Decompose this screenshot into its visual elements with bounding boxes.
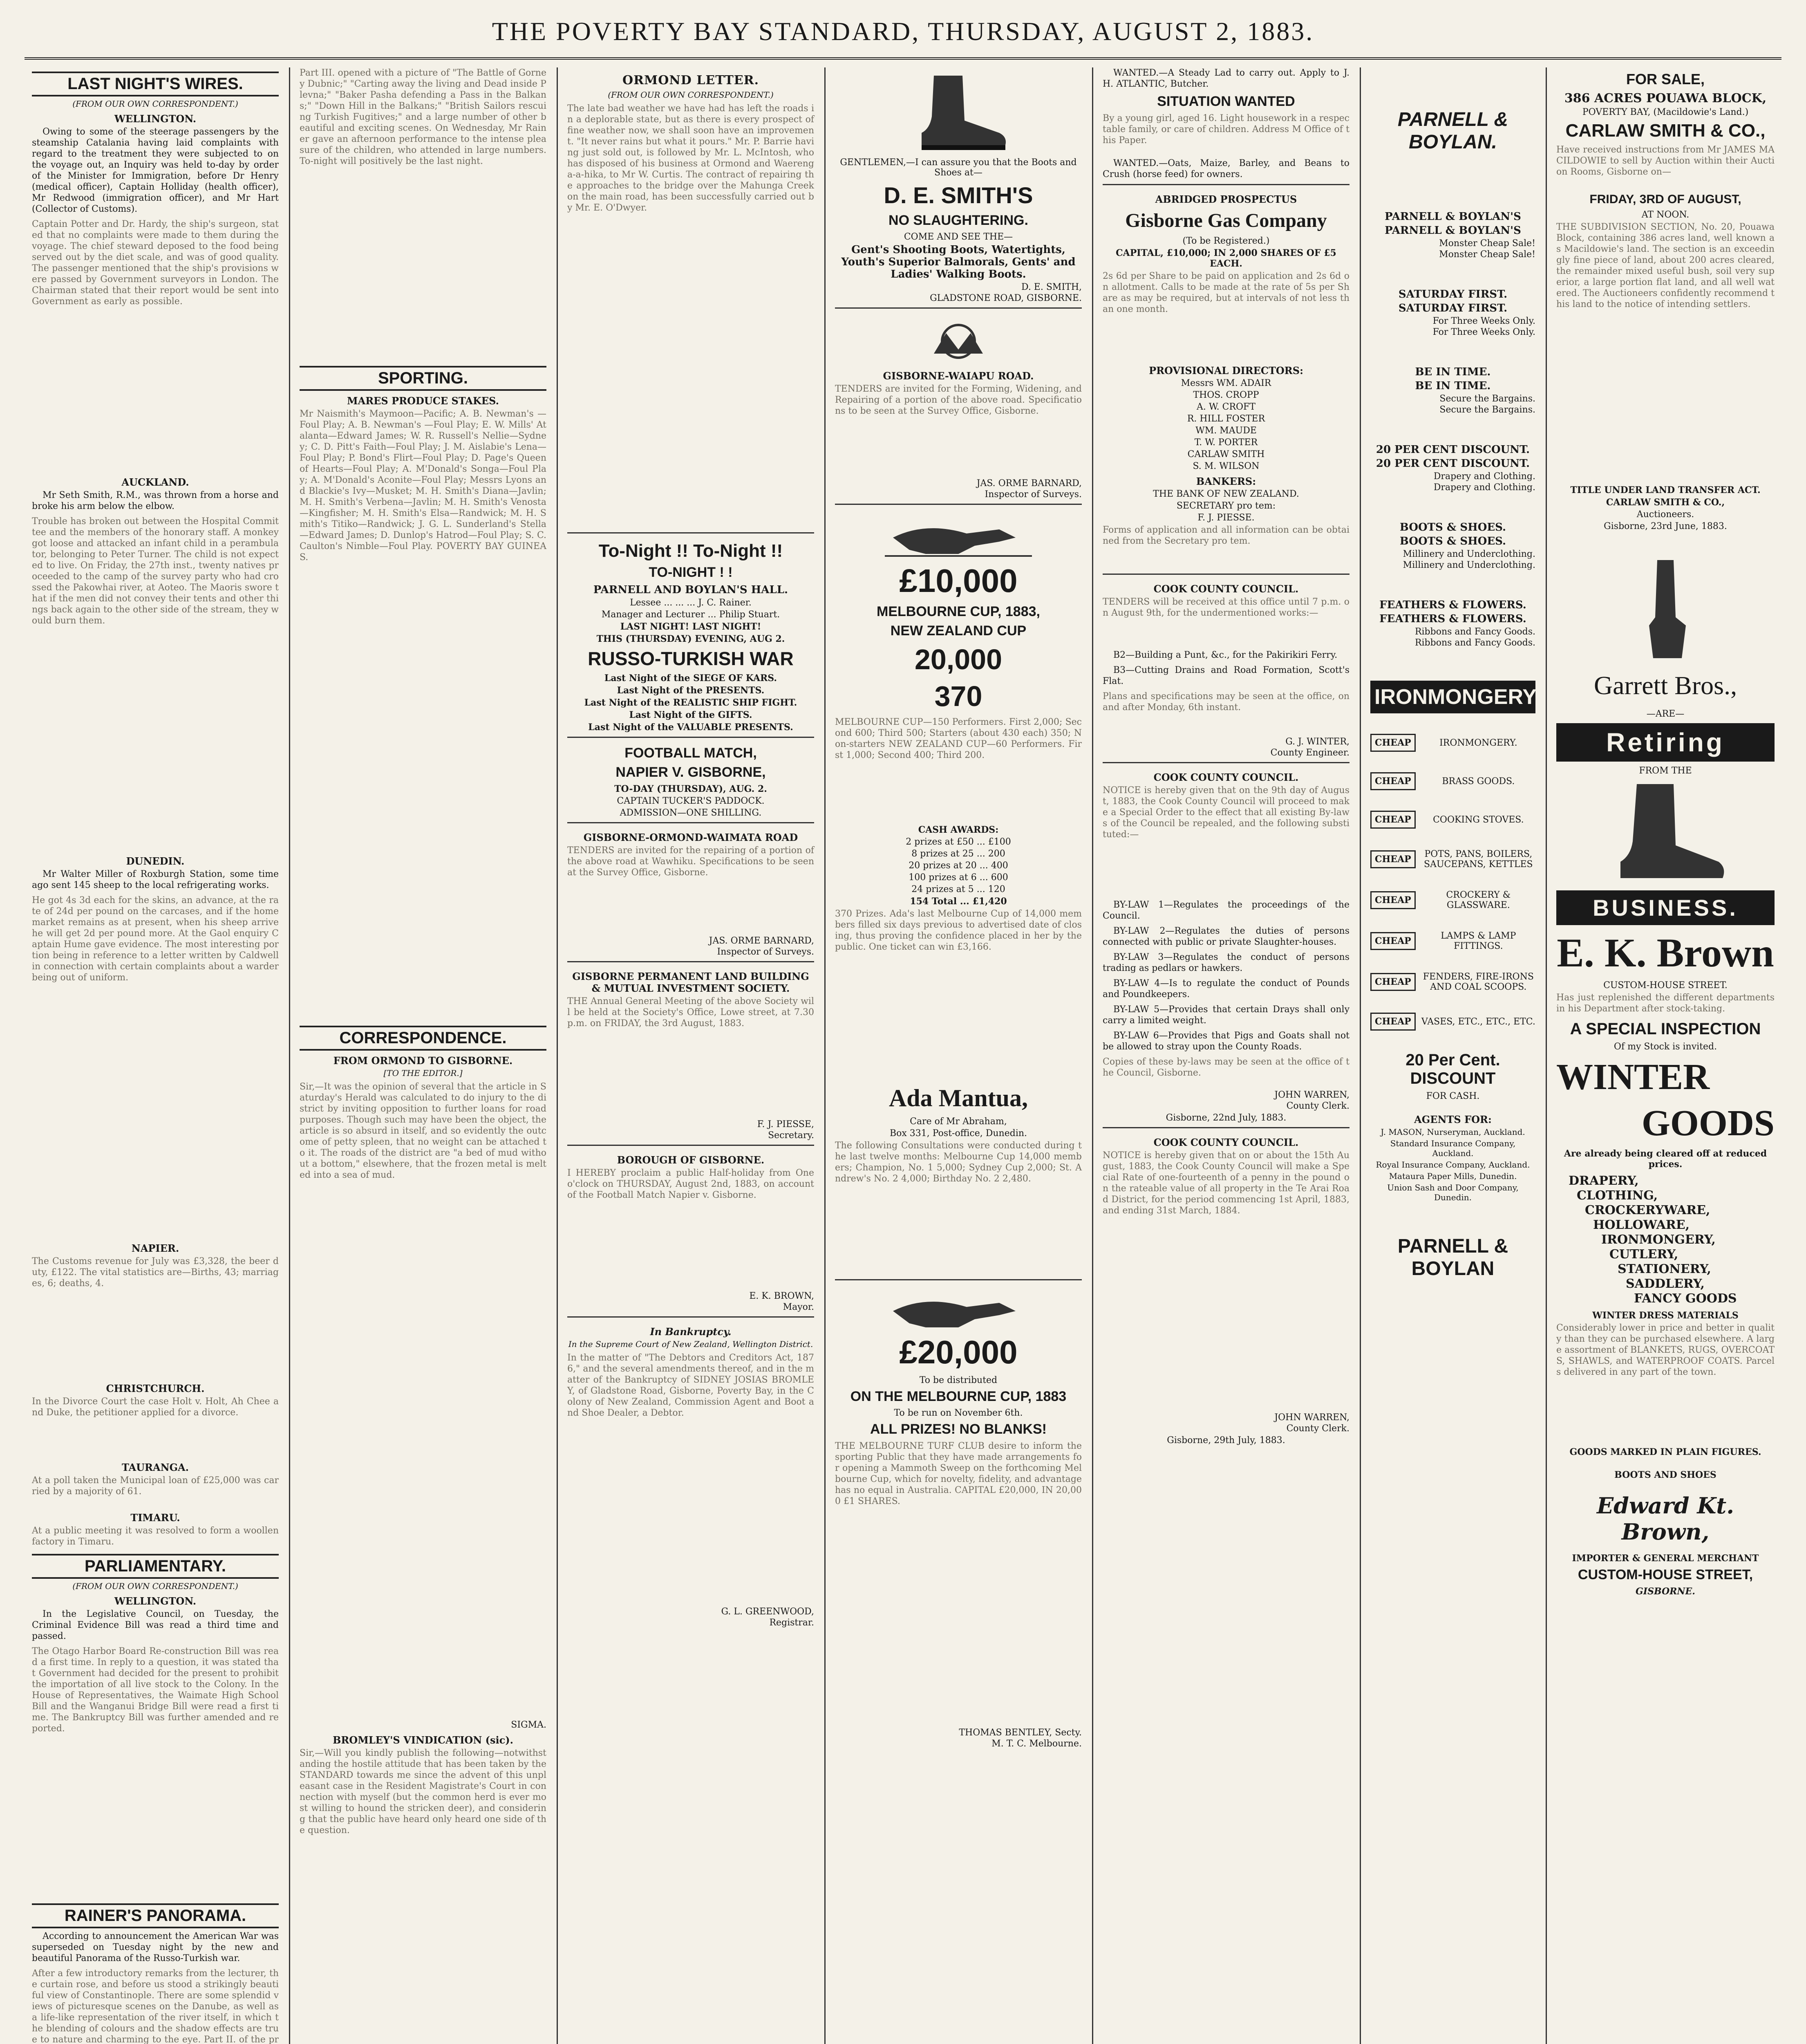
cash-award-row: 100 prizes at 6 ... 600 bbox=[909, 872, 1008, 883]
sale-time: AT NOON. bbox=[1641, 210, 1690, 220]
advertisement-waiapu-road bbox=[835, 307, 1082, 500]
cheap-item-label: POTS, PANS, BOILERS, SAUCEPANS, KETTLES bbox=[1424, 849, 1533, 870]
bank-name: THE BANK OF NEW ZEALAND. bbox=[1153, 489, 1299, 499]
secretary-name: F. J. PIESSE. bbox=[1197, 513, 1255, 523]
goods-item: STATIONERY, bbox=[1618, 1262, 1711, 1276]
cheap-item bbox=[1370, 972, 1535, 992]
date-line: Gisborne, 29th July, 1883. bbox=[1167, 1435, 1285, 1446]
column-5 bbox=[1095, 67, 1357, 2044]
goods-item: HOLLOWARE, bbox=[1593, 1218, 1690, 1232]
to-editor: [TO THE EDITOR.] bbox=[383, 1068, 463, 1078]
tender-item: B3—Cutting Drains and Road Formation, Scott's Flat. bbox=[1103, 665, 1349, 686]
business-banner: BUSINESS. bbox=[1556, 890, 1775, 925]
last-night-item: Last Night of the GIFTS. bbox=[629, 710, 752, 720]
notice-text: Copies of these by-laws may be seen at the office of the Council, Gisborne. bbox=[1103, 1057, 1349, 1078]
column-4 bbox=[828, 67, 1089, 2044]
advertisement-rate bbox=[1103, 1127, 1349, 1446]
smith-intro: GENTLEMEN,—I can assure you that the Boots and Shoes at— bbox=[840, 157, 1077, 178]
cheap-item-label: FENDERS, FIRE-IRONS AND COAL SCOOPS. bbox=[1423, 972, 1534, 992]
council-title: COOK COUNTY COUNCIL. bbox=[1153, 1136, 1299, 1148]
brown-signature: Edward Kt. Brown, bbox=[1596, 1493, 1734, 1545]
director: Messrs WM. ADAIR bbox=[1181, 378, 1271, 388]
dateline: AUCKLAND. bbox=[121, 476, 189, 488]
signature-title: Secretary. bbox=[768, 1130, 814, 1141]
cheap-item bbox=[1370, 1013, 1535, 1031]
prizes-count: 370 bbox=[934, 680, 982, 712]
tonight-banner: To-Night !! To-Night !! bbox=[598, 541, 783, 561]
auctioneers: Auctioneers. bbox=[1636, 509, 1694, 520]
article-body-text: In the Divorce Court the case Holt v. Holt, Ah Chee and Duke, the petitioner applied for a divorce. bbox=[32, 1396, 279, 1418]
boot-icon bbox=[1600, 780, 1731, 886]
classified-ad: WANTED.—A Steady Lad to carry out. Apply to J. H. ATLANTIC, Butcher. bbox=[1103, 68, 1349, 89]
column-divider bbox=[557, 67, 558, 2044]
for-sale: FOR SALE, bbox=[1626, 71, 1705, 87]
goods-item: IRONMONGERY, bbox=[1601, 1233, 1716, 1247]
signature: F. J. PIESSE, bbox=[757, 1119, 814, 1130]
football-admission: ADMISSION—ONE SHILLING. bbox=[620, 808, 762, 818]
road-title: GISBORNE-ORMOND-WAIMATA ROAD bbox=[583, 831, 798, 843]
agent: Mataura Paper Mills, Dunedin. bbox=[1389, 1171, 1517, 1181]
dateline: WELLINGTON. bbox=[114, 1595, 197, 1607]
crest-icon bbox=[922, 317, 995, 366]
notice-text: NOTICE is hereby given that on or about the 15th August, 1883, the Cook County Council will make a Special Rate of one-fourteenth of a penny in the pound on the rateable value of all property in the Te Arai Road District, for the period commencing 1st April, 1883, and ending 31st March, 1884. bbox=[1103, 1150, 1349, 1216]
ek-brown-name: E. K. Brown bbox=[1557, 930, 1774, 975]
sweep-text: 370 Prizes. Ada's last Melbourne Cup of 14,000 members filled six days previous to advertised date of closing, thus proving the confidence placed in her by the public. One ticket can win £3,166. bbox=[835, 909, 1082, 952]
ironmongery-banner: IRONMONGERY bbox=[1370, 681, 1535, 713]
bylaw: BY-LAW 5—Provides that certain Drays shall only carry a limited weight. bbox=[1103, 1004, 1349, 1026]
pointing-hand-icon bbox=[1637, 556, 1694, 662]
letter-body-text: Sir,—It was the opinion of several that the article in Saturday's Herald was calculated to do injury to the district by inviting opposition to further loans for road purposes. Though such may have been the object, the article is so absurd in itself, and so evidently the outcome of petty spleen, that no weight can be attached to it. The roads of the district are "a bed of mud without a bottom," elsewhere, that the frozen metal is melted into a sea of mud. bbox=[300, 1082, 546, 1180]
sale-duration: For Three Weeks Only. bbox=[1432, 316, 1535, 326]
members-count: 20,000 bbox=[914, 643, 1003, 675]
melbourne-cup: MELBOURNE CUP, 1883, bbox=[877, 604, 1040, 619]
advertisement-bylaws bbox=[1103, 762, 1349, 1123]
article-body-text: At a public meeting it was resolved to form a woollen factory in Timaru. bbox=[32, 1526, 279, 1547]
gas-company-name: Gisborne Gas Company bbox=[1125, 210, 1327, 231]
column-6 bbox=[1363, 67, 1543, 2044]
plain-figures: GOODS MARKED IN PLAIN FIGURES. bbox=[1569, 1447, 1761, 1457]
discount-line: 20 PER CENT DISCOUNT. bbox=[1376, 457, 1530, 470]
letter-title: BROMLEY'S VINDICATION (sic). bbox=[333, 1734, 513, 1746]
cleared-line: Are already being cleared off at reduced prices. bbox=[1564, 1148, 1767, 1170]
sale-day: SATURDAY FIRST. bbox=[1398, 302, 1508, 314]
headline-panorama: RAINER'S PANORAMA. bbox=[32, 1903, 279, 1928]
run-date: To be run on November 6th. bbox=[894, 1408, 1023, 1418]
director: T. W. PORTER bbox=[1194, 437, 1258, 448]
council-title: COOK COUNTY COUNCIL. bbox=[1153, 771, 1299, 783]
signature: G. J. WINTER, bbox=[1285, 737, 1349, 747]
race-title: MARES PRODUCE STAKES. bbox=[347, 395, 499, 407]
auctioneer-name-2: CARLAW SMITH & CO., bbox=[1606, 497, 1725, 508]
column-1 bbox=[25, 67, 286, 2044]
bylaw: BY-LAW 4—Is to regulate the conduct of Pounds and Poundkeepers. bbox=[1103, 978, 1349, 1000]
society-text: THE Annual General Meeting of the above Society will be held at the Society's Office, Lowe street, at 7.30 p.m. on FRIDAY, the 3rd August, 1883. bbox=[567, 996, 814, 1029]
signature-title: County Clerk. bbox=[1286, 1423, 1349, 1434]
secretary-title: SECRETARY pro tem: bbox=[1176, 501, 1276, 511]
boot-types: Gent's Shooting Boots, Watertights, Youth's Superior Balmorals, Gents' and Ladies' Walking Boots. bbox=[841, 244, 1076, 280]
street-line: CUSTOM-HOUSE STREET. bbox=[1603, 980, 1728, 991]
cash-award-row: 2 prizes at £50 ... £100 bbox=[906, 837, 1011, 847]
sweep-text: The following Consultations were conducted during the last twelve months: Melbourne Cup 14,000 members; Champion, No. 1 5,000; Sydney Cup 2,000; St. Andrew's No. 2 4,000; Birthday No. 2 2,480. bbox=[835, 1141, 1082, 1184]
director: CARLAW SMITH bbox=[1187, 449, 1265, 459]
director: S. M. WILSON bbox=[1193, 461, 1260, 471]
department: Drapery and Clothing. bbox=[1433, 482, 1535, 493]
prospectus-text: Forms of application and all information can be obtained from the Secretary pro tem. bbox=[1103, 525, 1349, 546]
tender-text: TENDERS are invited for the Forming, Widening, and Repairing of a portion of the above road. Specifications to be seen at the Survey Office, Gisborne. bbox=[835, 384, 1082, 416]
goods-item: CUTLERY, bbox=[1609, 1247, 1678, 1262]
feathers-line: FEATHERS & FLOWERS. bbox=[1379, 613, 1526, 625]
advertisement-rainer bbox=[567, 532, 814, 733]
letter-body-text: Sir,—Will you kindly publish the following—notwithstanding the hostile attitude that has been taken by the STANDARD towards me since the advent of this unpleasant case in the Resident Magistrate's Court in connection with myself (but the common herd is ever most willing to hound the stricken deer), and considering that the public have heard only heard one side of the question. bbox=[300, 1748, 546, 1836]
department: Ribbons and Fancy Goods. bbox=[1414, 627, 1535, 637]
bylaw: BY-LAW 6—Provides that Pigs and Goats shall not be allowed to stray upon the County Roads. bbox=[1103, 1031, 1349, 1052]
article-body-text: Trouble has broken out between the Hospital Committee and the members of the honorary staff. A monkey got loose and attacked an infant child in a perambulator, belonging to Peter Turner. The child is not expected to live. On Friday, the 27th inst., twenty natives proceeded to the camp of the survey party who had crossed the Pakowhai river, at Aoteo. The Maoris swore that if the men did not convey their tents and other things back again to the other side of the stream, they would burn them. bbox=[32, 516, 279, 626]
date-line: Gisborne, 23rd June, 1883. bbox=[1604, 521, 1727, 531]
tender-item: B2—Building a Punt, &c., for the Pakirikiri Ferry. bbox=[1113, 650, 1338, 660]
dateline: TIMARU. bbox=[130, 1512, 180, 1524]
article-paragraph: Mr Walter Miller of Roxburgh Station, some time ago sent 145 sheep to the local refrigerating works. bbox=[32, 869, 279, 890]
dress-materials: WINTER DRESS MATERIALS bbox=[1592, 1310, 1739, 1321]
signature: G. L. GREENWOOD, bbox=[721, 1607, 814, 1617]
bylaw: BY-LAW 3—Regulates the conduct of persons trading as pedlars or hawkers. bbox=[1103, 952, 1349, 973]
situation-wanted: SITUATION WANTED bbox=[1157, 94, 1295, 109]
cash-award-total: 154 Total ... £1,420 bbox=[910, 896, 1007, 907]
borough-text: I HEREBY proclaim a public Half-holiday from One o'clock on THURSDAY, August 2nd, 1883, on account of the Football Match Napier v. Gisborne. bbox=[567, 1168, 814, 1200]
sale-line: Monster Cheap Sale! bbox=[1439, 249, 1535, 260]
football-title: FOOTBALL MATCH, bbox=[624, 745, 757, 761]
agent-box: Box 331, Post-office, Dunedin. bbox=[889, 1128, 1027, 1139]
cheap-tag: CHEAP bbox=[1370, 891, 1416, 909]
cheap-item-label: LAMPS & LAMP FITTINGS. bbox=[1441, 931, 1516, 951]
dateline: TAURANGA. bbox=[121, 1461, 189, 1473]
article-paragraph: Mr Seth Smith, R.M., was thrown from a horse and broke his arm below the elbow. bbox=[32, 490, 279, 511]
cash-awards-title: CASH AWARDS: bbox=[918, 825, 999, 835]
football-teams: NAPIER V. GISBORNE, bbox=[615, 764, 766, 780]
goods-item: FANCY GOODS bbox=[1634, 1291, 1737, 1306]
headline-parliamentary: PARLIAMENTARY. bbox=[32, 1554, 279, 1579]
article-paragraph: Owing to some of the steerage passengers by the steamship Catalania having laid complaints with regard to the treatment they were subjected to on the voyage out, an Inquiry was held to-day by order of the Minister for Immigration, before Dr Henry (medical officer), Captain Holliday (health officer), Mr Redwood (immigration officer), and Mr Hart (Collector of Customs). bbox=[32, 127, 279, 214]
department: Millinery and Underclothing. bbox=[1403, 549, 1535, 559]
society-title: GISBORNE PERMANENT LAND BUILDING & MUTUAL INVESTMENT SOCIETY. bbox=[572, 970, 809, 994]
stock-invited: Of my Stock is invited. bbox=[1614, 1042, 1717, 1052]
dateline: CHRISTCHURCH. bbox=[106, 1383, 205, 1394]
feathers-line: FEATHERS & FLOWERS. bbox=[1379, 599, 1526, 611]
smith-name: D. E. SMITH'S bbox=[884, 182, 1033, 208]
signature: D. E. SMITH, bbox=[1021, 282, 1082, 292]
director: A. W. CROFT bbox=[1197, 402, 1255, 412]
road-title: GISBORNE-WAIAPU ROAD. bbox=[883, 370, 1034, 382]
all-prizes: ALL PRIZES! NO BLANKS! bbox=[870, 1421, 1047, 1437]
advertisement-sweep bbox=[835, 504, 1082, 1275]
store-brand: PARNELL & BOYLAN. bbox=[1397, 109, 1508, 153]
advertisement-borough bbox=[567, 1145, 814, 1312]
last-night-item: Last Night of the VALUABLE PRESENTS. bbox=[588, 722, 793, 733]
racehorse-icon bbox=[877, 1289, 1040, 1329]
classified-text: By a young girl, aged 16. Light housework in a respectable family, or care of children. Address M Office of this Paper. bbox=[1103, 113, 1349, 146]
sale-line: Monster Cheap Sale! bbox=[1439, 238, 1535, 249]
byline: (FROM OUR OWN CORRESPONDENT.) bbox=[608, 90, 774, 100]
advertisement-gas-company bbox=[1103, 184, 1349, 569]
last-night-line: LAST NIGHT! LAST NIGHT! bbox=[620, 621, 761, 632]
lessee-line: Lessee ... ... ... J. C. Rainer. bbox=[630, 598, 752, 608]
signature-title: Registrar. bbox=[769, 1618, 814, 1628]
tender-text: TENDERS are invited for the repairing of a portion of the above road at Wawhiku. Specifications to be seen at the Survey Office, Gisborne. bbox=[567, 845, 814, 878]
prospectus-text: 2s 6d per Share to be paid on application and 2s 6d on allotment. Calls to be made at the rate of 5s per Share as may be required, but at intervals of not less than one month. bbox=[1103, 271, 1349, 314]
prospectus-title: ABRIDGED PROSPECTUS bbox=[1155, 193, 1297, 205]
signature: SIGMA. bbox=[511, 1720, 546, 1730]
store-footer: PARNELL & BOYLAN bbox=[1397, 1235, 1508, 1280]
goods-item: SADDLERY, bbox=[1626, 1277, 1705, 1291]
column-divider bbox=[1360, 67, 1361, 2044]
gisborne-line: GISBORNE. bbox=[1636, 1586, 1695, 1597]
boot-icon bbox=[905, 72, 1012, 153]
masthead-rule bbox=[25, 57, 1781, 60]
department: Ribbons and Fancy Goods. bbox=[1414, 638, 1535, 648]
cheap-item bbox=[1370, 849, 1535, 870]
custom-house-street: CUSTOM-HOUSE STREET, bbox=[1578, 1567, 1753, 1582]
cheap-tag: CHEAP bbox=[1370, 811, 1416, 829]
dateline: WELLINGTON. bbox=[114, 113, 197, 125]
article-body-text: The Otago Harbor Board Re-construction Bill was read a first time. In reply to a question, it was stated that Government had decided for the present to prohibit the importation of all live stock to the Colony. In the House of Representatives, the Waimate High School Bill and the Wanganui Bridge Bill were read a first time. The Bankruptcy Bill was further amended and reported. bbox=[32, 1646, 279, 1734]
agent: J. MASON, Nurseryman, Auckland. bbox=[1381, 1127, 1525, 1137]
auctioneer-name: CARLAW SMITH & CO., bbox=[1565, 121, 1766, 141]
cheap-tag: CHEAP bbox=[1370, 973, 1416, 991]
distributed: To be distributed bbox=[919, 1375, 998, 1385]
agent: Royal Insurance Company, Auckland. bbox=[1376, 1160, 1530, 1170]
agent-name: Ada Mantua, bbox=[888, 1085, 1028, 1112]
be-in-time: BE IN TIME. bbox=[1415, 366, 1491, 378]
prize-amount: £10,000 bbox=[899, 563, 1018, 599]
evening-line: THIS (THURSDAY) EVENING, AUG 2. bbox=[596, 634, 785, 644]
borough-title: BOROUGH OF GISBORNE. bbox=[617, 1154, 765, 1166]
signature-title: Mayor. bbox=[783, 1302, 814, 1312]
cheap-item-label: COOKING STOVES. bbox=[1433, 814, 1524, 825]
signature: E. K. BROWN, bbox=[749, 1291, 814, 1301]
be-in-time: BE IN TIME. bbox=[1415, 380, 1491, 392]
byline: (FROM OUR OWN CORRESPONDENT.) bbox=[72, 99, 238, 109]
from-the: FROM THE bbox=[1639, 766, 1692, 776]
bankruptcy-title: In Bankruptcy. bbox=[650, 1326, 732, 1338]
advertisement-building-society bbox=[567, 961, 814, 1141]
article-body-text: He got 4s 3d each for the skins, an advance, at the rate of 24d per pound on the carcases, and if the home market remains as at present, when his sheep arrive he will get 2d per pound more. At the Gaol enquiry Captain Hume gave evidence. The most interesting portion being in reference to a letter written by Caldwell in connection with certain complaints about a warder being out of uniform. bbox=[32, 895, 279, 983]
article-body-text: After a few introductory remarks from the lecturer, the curtain rose, and before us stood a strikingly beautiful view of Constantinople. There are some splendid views of picturesque scenes on the Danube, as well as a life-like representation of the river itself, in which the blending of colours and the shadow effects are true to nature and charming to the eye. Part II. of the pr bbox=[32, 1968, 279, 2044]
department: Drapery and Clothing. bbox=[1433, 471, 1535, 482]
cheap-item-label: VASES, ETC., ETC., ETC. bbox=[1421, 1016, 1535, 1027]
boots-line: BOOTS & SHOES. bbox=[1399, 535, 1506, 547]
agents-title: AGENTS FOR: bbox=[1414, 1114, 1492, 1125]
russo-turkish-war: RUSSO-TURKISH WAR bbox=[588, 648, 794, 669]
headline-ormond: ORMOND LETTER. bbox=[622, 73, 759, 87]
advertisement-football bbox=[567, 737, 814, 818]
signature: JAS. ORME BARNARD, bbox=[976, 478, 1082, 489]
tender-text: TENDERS will be received at this office until 7 p.m. on August 9th, for the undermentioned works:— bbox=[1103, 597, 1349, 618]
agent-care: Care of Mr Abraham, bbox=[910, 1116, 1007, 1127]
column-divider bbox=[1546, 67, 1547, 2044]
racehorse-icon bbox=[877, 513, 1040, 558]
cheap-item bbox=[1370, 931, 1535, 951]
for-cash: FOR CASH. bbox=[1426, 1091, 1480, 1101]
cheap-item bbox=[1370, 772, 1535, 790]
last-night-item: Last Night of the SIEGE OF KARS. bbox=[604, 673, 777, 684]
advertisement-county-tenders bbox=[1103, 574, 1349, 758]
last-night-item: Last Night of the REALISTIC SHIP FIGHT. bbox=[584, 697, 797, 708]
byline: (FROM OUR OWN CORRESPONDENT.) bbox=[72, 1581, 238, 1591]
cheap-item bbox=[1370, 890, 1535, 910]
advertisement-road-tenders bbox=[567, 822, 814, 957]
signature-title: County Clerk. bbox=[1286, 1101, 1349, 1111]
bankers-title: BANKERS: bbox=[1196, 475, 1256, 487]
article-paragraph: According to announcement the American War was superseded on Tuesday night by the new and beautiful Panorama of the Russo-Turkish war. bbox=[32, 1931, 279, 1963]
letter-title: FROM ORMOND TO GISBORNE. bbox=[333, 1055, 513, 1067]
goods-item: CROCKERYWARE, bbox=[1585, 1203, 1710, 1217]
cheap-item-label: CROCKERY & GLASSWARE. bbox=[1446, 890, 1511, 910]
signature: JOHN WARREN, bbox=[1274, 1412, 1349, 1423]
column-divider bbox=[1092, 67, 1093, 2044]
come-see: COME AND SEE THE— bbox=[904, 232, 1013, 242]
melbourne-cup: ON THE MELBOURNE CUP, 1883 bbox=[850, 1389, 1067, 1404]
signature-title: County Engineer. bbox=[1270, 748, 1349, 758]
signature-title: M. T. C. Melbourne. bbox=[991, 1739, 1082, 1749]
signature-title: Inspector of Surveys. bbox=[717, 947, 814, 957]
winter-word: WINTER bbox=[1556, 1057, 1710, 1097]
column-7 bbox=[1549, 67, 1782, 2044]
article-body-text: At a poll taken the Municipal loan of £25,000 was carried by a majority of 61. bbox=[32, 1475, 279, 1497]
notice-text: Has just replenished the different departments in his Department after stock-taking. bbox=[1556, 993, 1775, 1014]
store-line: PARNELL & BOYLAN'S bbox=[1385, 211, 1521, 223]
goods-item: DRAPERY, bbox=[1569, 1174, 1639, 1188]
goods-item: CLOTHING, bbox=[1577, 1188, 1658, 1203]
bylaw: BY-LAW 2—Regulates the duties of persons connected with public or private Slaughter-houses. bbox=[1103, 926, 1349, 947]
bankruptcy-text: In the matter of "The Debtors and Creditors Act, 1876," and the several amendments thereof, and in the matter of the Bankruptcy of SIDNEY JOSIAS BROMLEY, of Gladstone Road, Gisborne, Poverty Bay, in the Colony of New Zealand, Commission Agent and Boot and Shoe Dealer, a Debtor. bbox=[567, 1353, 814, 1418]
dateline: NAPIER. bbox=[131, 1242, 179, 1254]
capital: CAPITAL, £10,000; IN 2,000 SHARES OF £5 EACH. bbox=[1116, 248, 1336, 269]
prize-amount: £20,000 bbox=[899, 1334, 1018, 1370]
registered: (To be Registered.) bbox=[1182, 236, 1270, 246]
goods-word: GOODS bbox=[1641, 1103, 1775, 1143]
retiring-banner: Retiring bbox=[1556, 723, 1775, 762]
boots-shoes: BOOTS AND SHOES bbox=[1614, 1470, 1716, 1480]
special-inspection: A SPECIAL INSPECTION bbox=[1570, 1020, 1761, 1038]
newspaper-title: THE POVERTY BAY STANDARD, THURSDAY, AUGUST 2, 1883. bbox=[492, 17, 1314, 46]
football-date: TO-DAY (THURSDAY), AUG. 2. bbox=[614, 784, 767, 794]
director: R. HILL FOSTER bbox=[1187, 414, 1265, 424]
advertisement-bankruptcy bbox=[567, 1316, 814, 1628]
cash-award-row: 24 prizes at 5 ... 120 bbox=[911, 884, 1005, 894]
sale-duration: For Three Weeks Only. bbox=[1432, 327, 1535, 337]
notice-text: Considerably lower in price and better in quality than they can be purchased elsewhere. A large assortment of BLANKETS, RUGS, OVERCOATS, SHAWLS, and WATERPROOF COATS. Parcels delivered in any part of the town. bbox=[1556, 1323, 1775, 1377]
hall-name: PARNELL AND BOYLAN'S HALL. bbox=[593, 584, 788, 596]
signature: JOHN WARREN, bbox=[1274, 1090, 1349, 1100]
store-line: PARNELL & BOYLAN'S bbox=[1385, 224, 1521, 237]
notice-text: NOTICE is hereby given that on the 9th day of August, 1883, the Cook County Council will proceed to make a Special Order to the effect that all existing By-laws of the Council be repealed, and the following substituted:— bbox=[1103, 785, 1349, 840]
sale-text: Have received instructions from Mr JAMES MACILDOWIE to sell by Auction within their Auction Rooms, Gisborne on— bbox=[1556, 145, 1775, 177]
cheap-tag: CHEAP bbox=[1370, 772, 1416, 790]
column-divider bbox=[824, 67, 826, 2044]
sweep-text: THE MELBOURNE TURF CLUB desire to inform the sporting Public that they have made arrangements for opening a Mammoth Sweep on the forthcoming Melbourne Cup, which for novelty, fidelity, and advantage has no equal in Australia. CAPITAL £20,000, IN 20,000 £1 SHARES. bbox=[835, 1441, 1082, 1506]
address: GLADSTONE ROAD, GISBORNE. bbox=[930, 293, 1082, 303]
agent: Union Sash and Door Company, Dunedin. bbox=[1387, 1183, 1519, 1202]
sale-day: SATURDAY FIRST. bbox=[1398, 288, 1508, 300]
tonight-sub: TO-NIGHT ! ! bbox=[649, 565, 733, 580]
masthead bbox=[0, 0, 1806, 61]
signature-title: Inspector of Surveys. bbox=[985, 489, 1082, 500]
agent: Standard Insurance Company, Auckland. bbox=[1390, 1139, 1516, 1158]
signature: JAS. ORME BARNARD, bbox=[709, 936, 814, 946]
column-2 bbox=[292, 67, 554, 2044]
headline-sporting: SPORTING. bbox=[300, 366, 546, 391]
cheap-tag: CHEAP bbox=[1370, 1013, 1416, 1031]
goods-list bbox=[1569, 1174, 1775, 1306]
classified-ad: WANTED.—Oats, Maize, Barley, and Beans to Crush (horse feed) for owners. bbox=[1103, 158, 1349, 179]
cheap-item bbox=[1370, 811, 1535, 829]
no-slaughtering: NO SLAUGHTERING. bbox=[888, 213, 1028, 228]
discount-line: 20 PER CENT DISCOUNT. bbox=[1376, 444, 1530, 456]
date-line: Gisborne, 22nd July, 1883. bbox=[1166, 1113, 1287, 1123]
column-3 bbox=[560, 67, 821, 2044]
director: THOS. CROPP bbox=[1193, 390, 1259, 400]
sweep-table: MELBOURNE CUP—150 Performers. First 2,000; Second 600; Third 500; Starters (about 430 each) 350; Non-starters NEW ZEALAND CUP—60 Performers. First 1,000; Second 400; Third 200. bbox=[835, 717, 1082, 760]
title-act: TITLE UNDER LAND TRANSFER ACT. bbox=[1570, 485, 1761, 495]
location-line: POVERTY BAY, (Macildowie's Land.) bbox=[1582, 107, 1749, 117]
cash-award-row: 20 prizes at 20 ... 400 bbox=[909, 861, 1008, 871]
cheap-item-label: BRASS GOODS. bbox=[1442, 776, 1515, 787]
article-body-text: Captain Potter and Dr. Hardy, the ship's surgeon, stated that no complaints were made to them during the voyage. The chief steward deposed to the food being served out by the diet scale, and was of good quality. The passenger mentioned that the ship's provisions were passed by Government surveyors in London. The Chairman stated that their report would be sent into Government as early as possible. bbox=[32, 219, 279, 307]
football-venue: CAPTAIN TUCKER'S PADDOCK. bbox=[617, 796, 765, 806]
advertisement-sweep-2 bbox=[835, 1279, 1082, 1749]
boots-line: BOOTS & SHOES. bbox=[1399, 521, 1506, 533]
article-paragraph: In the Legislative Council, on Tuesday, the Criminal Evidence Bill was read a third time and passed. bbox=[32, 1609, 279, 1641]
cheap-tag: CHEAP bbox=[1370, 932, 1416, 950]
headline-wires: LAST NIGHT'S WIRES. bbox=[32, 72, 279, 96]
council-title: COOK COUNTY COUNCIL. bbox=[1153, 583, 1299, 595]
dateline: DUNEDIN. bbox=[126, 855, 185, 867]
signature: THOMAS BENTLEY, Secty. bbox=[959, 1728, 1082, 1738]
acres-line: 386 ACRES POUAWA BLOCK, bbox=[1564, 91, 1767, 105]
tender-text: Plans and specifications may be seen at the office, on and after Monday, 6th instant. bbox=[1103, 691, 1349, 713]
court-title: In the Supreme Court of New Zealand, Wellington District. bbox=[568, 1339, 813, 1349]
article-body-text: The Customs revenue for July was £3,328, the beer duty, £122. The vital statistics are—Births, 43; marriages, 6; deaths, 4. bbox=[32, 1256, 279, 1289]
article-body-text: Part III. opened with a picture of "The Battle of Gorney Dubnic;" "Carting away the living and Dead inside Plevna;" "Baker Pasha defending a Pass in the Balkans;" "Down Hill in the Balkans;" "British Sailors rescuing Turkish Fugitives;" and a large number of other beautiful and exciting scenes. On Wednesday, Mr Rainer gave an afternoon performance to the intense pleasure of the children, who attended in large numbers. To-night will positively be the last night. bbox=[300, 68, 546, 166]
discount-banner: 20 Per Cent. DISCOUNT bbox=[1405, 1051, 1500, 1087]
last-night-item: Last Night of the PRESENTS. bbox=[617, 685, 765, 696]
sale-text: THE SUBDIVISION SECTION, No. 20, Pouawa Block, containing 386 acres land, well known as Macildowie's land. The section is an exceedingly fine piece of land, about 200 acres cleared, the remainder mixed useful bush, soil very superior, a large portion flat land, and all well watered. The Auctioneers confidently recommend this land to the notice of intending settlers. bbox=[1556, 222, 1775, 309]
column-divider bbox=[289, 67, 290, 2044]
are-line: —ARE— bbox=[1646, 709, 1685, 719]
cheap-item bbox=[1370, 734, 1535, 752]
bargains: Secure the Bargains. bbox=[1439, 394, 1535, 404]
new-zealand-cup: NEW ZEALAND CUP bbox=[890, 623, 1027, 639]
sale-date: FRIDAY, 3RD OF AUGUST, bbox=[1589, 193, 1741, 206]
directors-title: PROVISIONAL DIRECTORS: bbox=[1149, 365, 1303, 377]
cash-award-row: 8 prizes at 25 ... 200 bbox=[911, 849, 1005, 859]
cheap-tag: CHEAP bbox=[1370, 734, 1416, 752]
garrett-name: Garrett Bros., bbox=[1593, 671, 1737, 700]
manager-line: Manager and Lecturer ... Philip Stuart. bbox=[601, 610, 780, 620]
article-body-text: The late bad weather we have had has left the roads in a deplorable state, but as there is every prospect of fine weather now, we shall soon have an improvement. "It never rains but what it pours." Mr. P. Barrie having just sold out, is followed by Mr. L. McIntosh, who has disposed of his business at Ormond and Waerenga-a-hika, to Mr W. Curtis. The contract of repairing the approaches to the bridge over the Mahunga Creek on the main road, has been successfully carried out by Mr. E. O'Dwyer. bbox=[567, 103, 814, 213]
director: WM. MAUDE bbox=[1195, 426, 1257, 436]
cheap-item-label: IRONMONGERY. bbox=[1439, 737, 1517, 748]
cheap-tag: CHEAP bbox=[1370, 850, 1416, 868]
importer-line: IMPORTER & GENERAL MERCHANT bbox=[1572, 1553, 1759, 1564]
entries-list-text: Mr Naismith's Maymoon—Pacific; A. B. Newman's —Foul Play; A. B. Newman's —Foul Play; E. W. Mills' Atalanta—Edward James; W. R. Russell's Nellie—Sydney; C. D. Pitt's Faith—Foul Play; J. M. Aislabie's Lena—Foul Play; P. Bond's Flirt—Foul Play; D. Page's Queen of Hearts—Foul Play; A. M'Donald's Songa—Foul Play; A. M'Donald's Aconite—Foul Play; Messrs Lyons and Blackie's Ivy—Musket; M. H. Smith's Diana—Javlin; M. H. Smith's Verbena—Javlin; M. H. Smith's Venosta—Kingfisher; M. H. Smith's Elsa—Randwick; M. H. Smith's Titiko—Randwick; J. G. L. Sunderland's Stella—Edward James; D. Dunlop's Hatrod—Foul Play; S. C. Caulton's Nimble—Foul Play. POVERTY BAY GUINEAS. bbox=[300, 409, 546, 563]
bylaw: BY-LAW 1—Regulates the proceedings of the Council. bbox=[1103, 900, 1349, 921]
bargains: Secure the Bargains. bbox=[1439, 405, 1535, 415]
department: Millinery and Underclothing. bbox=[1403, 560, 1535, 570]
headline-correspondence: CORRESPONDENCE. bbox=[300, 1026, 546, 1051]
